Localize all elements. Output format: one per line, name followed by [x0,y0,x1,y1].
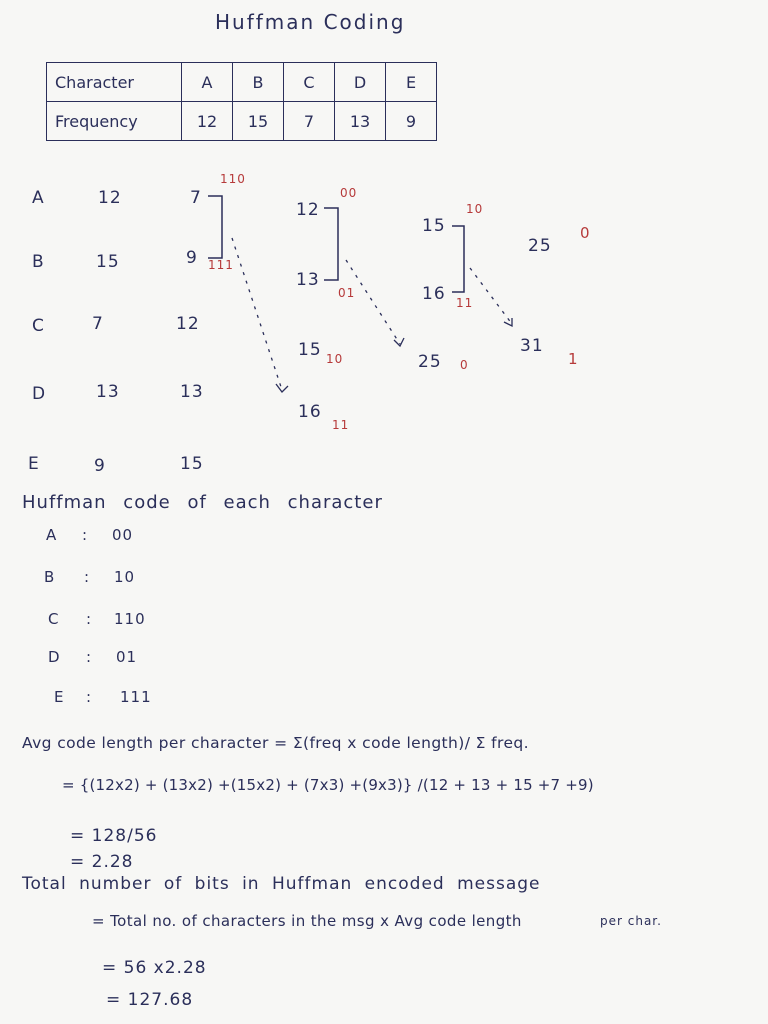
code-char: C [48,610,60,628]
code-char: E [54,688,65,706]
code-value: 10 [114,568,136,586]
code-label: 110 [220,172,246,186]
row2-label: Frequency [47,102,182,141]
dashed-arrow [346,260,400,344]
arrow-head [276,384,288,392]
table-freq-a: 12 [182,102,233,141]
dashed-arrow [470,268,512,324]
page-title: Huffman Coding [215,10,406,34]
col3-value: 12 [296,200,320,220]
arrow-head [394,338,404,346]
table-char-b: B [233,63,284,102]
total-calc: = 56 x2.28 [102,958,207,978]
col3-value: 13 [296,270,320,290]
code-value: 00 [112,526,134,544]
codes-heading: Huffman code of each character [22,492,383,513]
table-char-c: C [284,63,335,102]
code-label: 11 [456,296,474,310]
avg-result: = 2.28 [70,852,134,872]
code-char: B [44,568,56,586]
col3-value: 16 [298,402,322,422]
merge-bracket [208,196,222,258]
code-sep: : [82,526,89,544]
code-char: D [48,648,61,666]
code-label: 0 [460,358,469,372]
total-formula-cont: per char. [600,914,662,928]
col1-letter: E [28,454,40,474]
avg-fraction: = 128/56 [70,826,158,846]
col2-value: 7 [190,188,202,208]
col1-letter: B [32,252,45,272]
col3-value: 15 [298,340,322,360]
avg-formula: Avg code length per character = Σ(freq x code length)/ Σ freq. [22,734,529,752]
code-label: 0 [580,224,591,242]
col4-value: 15 [422,216,446,236]
code-sep: : [86,648,93,666]
code-sep: : [86,688,93,706]
col4-value: 25 [418,352,442,372]
table-freq-b: 15 [233,102,284,141]
col1-freq: 13 [96,382,120,402]
col1-letter: D [32,384,47,404]
row1-label: Character [47,63,182,102]
col5-value: 25 [528,236,552,256]
code-char: A [46,526,58,544]
code-label: 10 [326,352,344,366]
table-freq-c: 7 [284,102,335,141]
total-formula: = Total no. of characters in the msg x Avg code length [92,912,522,930]
col1-freq: 12 [98,188,122,208]
code-label: 00 [340,186,358,200]
table-freq-d: 13 [335,102,386,141]
code-label: 111 [208,258,234,272]
col1-letter: C [32,316,45,336]
col2-value: 13 [180,382,204,402]
avg-expansion: = {(12x2) + (13x2) +(15x2) + (7x3) +(9x3)} /(12 + 13 + 15 +7 +9) [62,776,594,794]
table-char-e: E [386,63,437,102]
code-label: 01 [338,286,356,300]
col2-value: 9 [186,248,198,268]
code-label: 1 [568,350,579,368]
total-heading: Total number of bits in Huffman encoded message [22,874,541,894]
code-sep: : [86,610,93,628]
dashed-arrow [232,238,282,390]
col4-value: 16 [422,284,446,304]
code-value: 110 [114,610,146,628]
code-label: 11 [332,418,350,432]
col1-freq: 15 [96,252,120,272]
code-sep: : [84,568,91,586]
col1-freq: 7 [92,314,104,334]
col2-value: 12 [176,314,200,334]
code-value: 01 [116,648,138,666]
code-value: 111 [120,688,152,706]
col5-value: 31 [520,336,544,356]
col2-value: 15 [180,454,204,474]
col1-letter: A [32,188,45,208]
table-freq-e: 9 [386,102,437,141]
table-char-d: D [335,63,386,102]
merge-bracket [452,226,464,292]
code-label: 10 [466,202,484,216]
table-char-a: A [182,63,233,102]
col1-freq: 9 [94,456,106,476]
merge-bracket [324,208,338,280]
total-result: = 127.68 [106,990,194,1010]
